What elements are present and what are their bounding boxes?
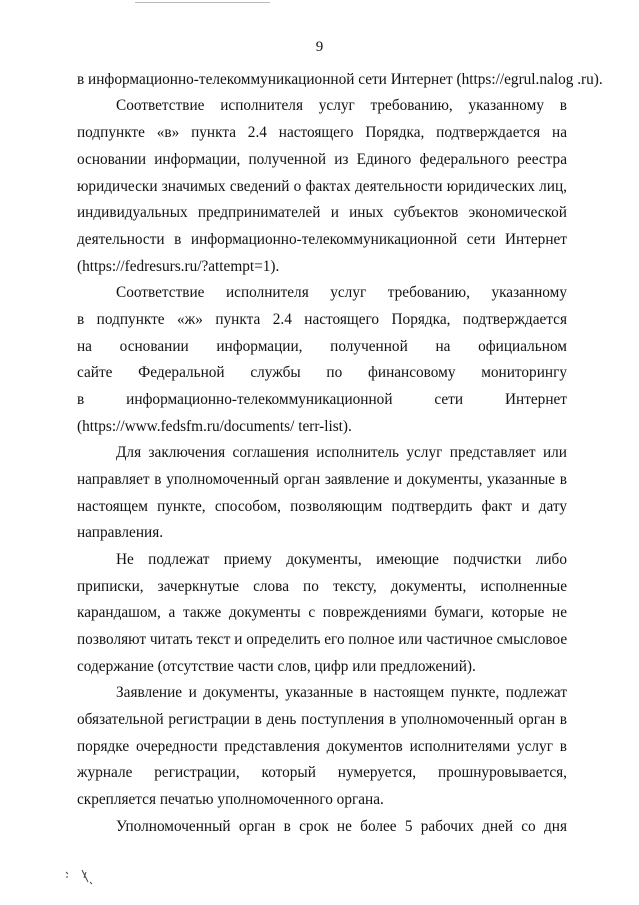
scan-edge-line (135, 2, 270, 3)
scan-specks (62, 864, 112, 894)
text-line: (https://www.fedsfm.ru/documents/ terr-list). (77, 418, 352, 435)
text-line: юридически значимых сведений о фактах деятельности юридических лиц, (77, 178, 567, 195)
text-line: деятельности в информационно-телекоммуникационной сети Интернет (77, 231, 567, 248)
text-line: в информационно-телекоммуникационной сети Интернет (77, 391, 567, 408)
text-line: Заявление и документы, указанные в настоящем пункте, подлежат (116, 684, 567, 701)
text-line: скрепляется печатью уполномоченного органа. (77, 791, 384, 808)
text-line: направления. (77, 524, 164, 541)
text-line: порядке очередности представления документов исполнителями услуг в (77, 738, 567, 755)
text-line: карандашом, а также документы с повреждениями бумаги, которые не (77, 604, 567, 621)
text-line: Не подлежат приему документы, имеющие подчистки либо (116, 551, 567, 568)
text-line: подпункте «в» пункта 2.4 настоящего Порядка, подтверждается на (77, 124, 567, 141)
text-line: журнале регистрации, который нумеруется, прошнуровывается, (77, 764, 567, 781)
text-line: содержание (отсутствие части слов, цифр или предложений). (77, 658, 476, 675)
text-line: приписки, зачеркнутые слова по тексту, документы, исполненные (77, 578, 567, 595)
text-line: (https://fedresurs.ru/?attempt=1). (77, 258, 280, 275)
text-line: сайте Федеральной службы по финансовому мониторингу (77, 364, 567, 381)
text-line: на основании информации, полученной на официальном (77, 338, 567, 355)
page-number: 9 (315, 39, 324, 55)
text-line: позволяют читать текст и определить его полное или частичное смысловое (77, 631, 568, 648)
text-line: основании информации, полученной из Единого федерального реестра (77, 151, 567, 168)
text-line: настоящем пункте, способом, позволяющим подтвердить факт и дату (77, 498, 567, 515)
text-line: направляет в уполномоченный орган заявление и документы, указанные в (77, 471, 567, 488)
text-line: в информационно-телекоммуникационной сети Интернет (https://egrul.nalog .ru). (77, 71, 603, 88)
text-line: в подпункте «ж» пункта 2.4 настоящего Порядка, подтверждается (77, 311, 567, 328)
text-line: Соответствие исполнителя услуг требованию, указанному (116, 284, 567, 301)
text-line: обязательной регистрации в день поступления в уполномоченный орган в (77, 711, 567, 728)
text-line: Уполномоченный орган в срок не более 5 рабочих дней со дня (116, 818, 567, 835)
text-line: индивидуальных предпринимателей и иных субъектов экономической (77, 204, 567, 221)
text-line: Для заключения соглашения исполнитель услуг представляет или (116, 444, 567, 461)
text-line: Соответствие исполнителя услуг требованию, указанному в (116, 97, 567, 114)
